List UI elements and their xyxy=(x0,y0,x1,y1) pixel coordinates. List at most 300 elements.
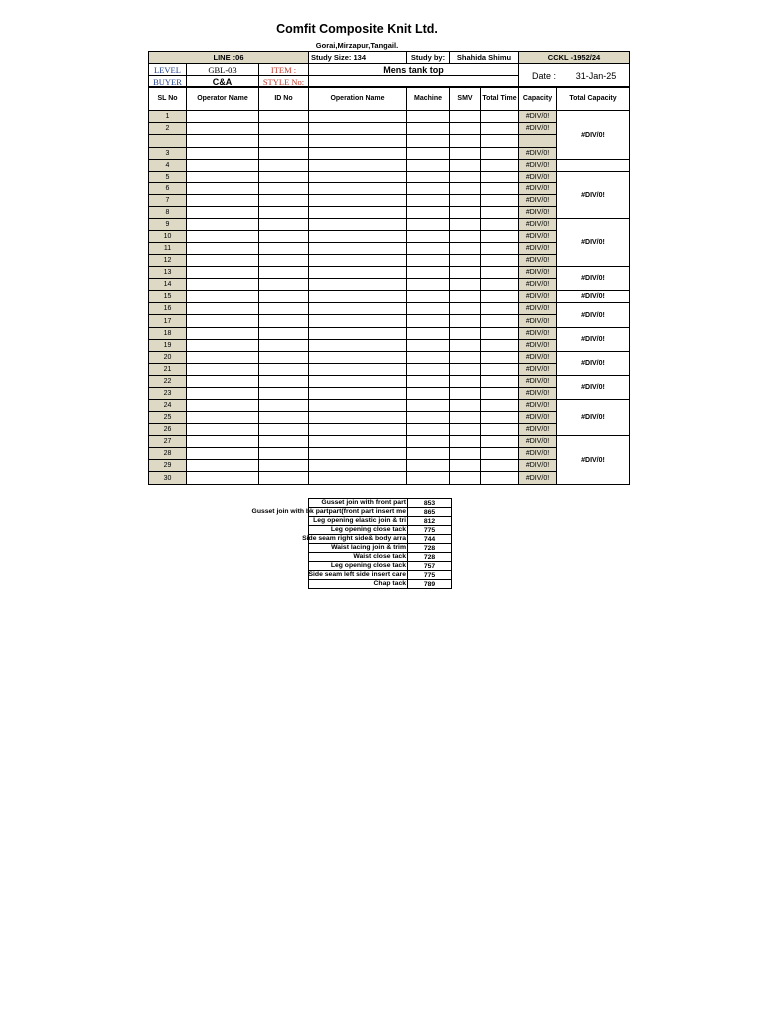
operator-name-cell[interactable] xyxy=(187,400,259,412)
line-number: LINE :06 xyxy=(149,52,309,64)
id-no-cell[interactable] xyxy=(259,148,309,160)
operator-name-cell[interactable] xyxy=(187,243,259,255)
summary-capacity-value: 789 xyxy=(407,579,452,589)
capacity-cell: #DIV/0! xyxy=(519,267,557,279)
total-time-cell[interactable] xyxy=(481,195,519,207)
operations-table xyxy=(148,86,630,485)
operator-name-cell[interactable] xyxy=(187,352,259,364)
machine-cell[interactable] xyxy=(407,160,450,172)
total-capacity-cell: #DIV/0! xyxy=(557,328,630,352)
machine-cell[interactable] xyxy=(407,183,450,195)
total-capacity-cell: #DIV/0! xyxy=(557,376,630,400)
operation-name-cell[interactable] xyxy=(309,388,407,400)
smv-cell[interactable] xyxy=(450,472,481,485)
col-capacity: Capacity xyxy=(519,87,557,111)
sl-no-cell: 1 xyxy=(149,111,187,123)
sl-no-cell: 5 xyxy=(149,172,187,183)
total-time-cell[interactable] xyxy=(481,352,519,364)
total-time-cell[interactable] xyxy=(481,243,519,255)
smv-cell[interactable] xyxy=(450,111,481,123)
machine-cell[interactable] xyxy=(407,472,450,485)
smv-cell[interactable] xyxy=(450,183,481,195)
capacity-cell: #DIV/0! xyxy=(519,460,557,472)
summary-capacity-value: 812 xyxy=(407,516,452,525)
operation-name-cell[interactable] xyxy=(309,183,407,195)
id-no-cell[interactable] xyxy=(259,111,309,123)
capacity-cell: #DIV/0! xyxy=(519,183,557,195)
operation-name-cell[interactable] xyxy=(309,267,407,279)
operator-name-cell[interactable] xyxy=(187,123,259,135)
operator-name-cell[interactable] xyxy=(187,195,259,207)
operation-name-cell[interactable] xyxy=(309,243,407,255)
id-no-cell[interactable] xyxy=(259,376,309,388)
id-no-cell[interactable] xyxy=(259,195,309,207)
machine-cell[interactable] xyxy=(407,364,450,376)
machine-cell[interactable] xyxy=(407,424,450,436)
total-time-cell[interactable] xyxy=(481,160,519,172)
smv-cell[interactable] xyxy=(450,400,481,412)
operation-name-cell[interactable] xyxy=(309,400,407,412)
id-no-cell[interactable] xyxy=(259,328,309,340)
date-cell xyxy=(519,64,630,88)
total-time-cell[interactable] xyxy=(481,148,519,160)
operator-name-cell[interactable] xyxy=(187,460,259,472)
smv-cell[interactable] xyxy=(450,279,481,291)
operator-name-cell[interactable] xyxy=(187,279,259,291)
machine-cell[interactable] xyxy=(407,448,450,460)
operation-name-cell[interactable] xyxy=(309,315,407,328)
study-by-label: Study by: xyxy=(407,52,450,64)
summary-row xyxy=(220,534,452,543)
total-time-cell[interactable] xyxy=(481,219,519,231)
total-time-cell[interactable] xyxy=(481,412,519,424)
total-time-cell[interactable] xyxy=(481,291,519,303)
operator-name-cell[interactable] xyxy=(187,267,259,279)
operator-name-cell[interactable] xyxy=(187,148,259,160)
summary-operation-label: Gusset join with bk partpart(front part insert me xyxy=(251,508,406,515)
capacity-cell: #DIV/0! xyxy=(519,111,557,123)
operation-name-cell[interactable] xyxy=(309,340,407,352)
operator-name-cell[interactable] xyxy=(187,172,259,183)
id-no-cell[interactable] xyxy=(259,255,309,267)
capacity-cell: #DIV/0! xyxy=(519,123,557,135)
buyer-label: BUYER xyxy=(149,76,187,88)
machine-cell[interactable] xyxy=(407,388,450,400)
id-no-cell[interactable] xyxy=(259,448,309,460)
operation-name-cell[interactable] xyxy=(309,448,407,460)
sl-no-cell: 3 xyxy=(149,148,187,160)
smv-cell[interactable] xyxy=(450,448,481,460)
col-total-capacity: Total Capacity xyxy=(557,87,630,111)
capacity-cell: #DIV/0! xyxy=(519,388,557,400)
smv-cell[interactable] xyxy=(450,412,481,424)
sl-no-cell: 12 xyxy=(149,255,187,267)
capacity-cell: #DIV/0! xyxy=(519,340,557,352)
machine-cell[interactable] xyxy=(407,400,450,412)
id-no-cell[interactable] xyxy=(259,412,309,424)
table-row xyxy=(149,376,630,388)
id-no-cell[interactable] xyxy=(259,267,309,279)
summary-capacity-value: 865 xyxy=(407,507,452,516)
capacity-cell: #DIV/0! xyxy=(519,279,557,291)
total-time-cell[interactable] xyxy=(481,279,519,291)
smv-cell[interactable] xyxy=(450,160,481,172)
col-operation-name: Operation Name xyxy=(309,87,407,111)
operation-name-cell[interactable] xyxy=(309,219,407,231)
id-no-cell[interactable] xyxy=(259,135,309,148)
sl-no-cell: 18 xyxy=(149,328,187,340)
machine-cell[interactable] xyxy=(407,207,450,219)
operator-name-cell[interactable] xyxy=(187,436,259,448)
capacity-cell: #DIV/0! xyxy=(519,291,557,303)
id-no-cell[interactable] xyxy=(259,472,309,485)
capacity-cell: #DIV/0! xyxy=(519,376,557,388)
machine-cell[interactable] xyxy=(407,243,450,255)
machine-cell[interactable] xyxy=(407,148,450,160)
capacity-cell xyxy=(519,135,557,148)
id-no-cell[interactable] xyxy=(259,424,309,436)
table-row xyxy=(149,219,630,231)
summary-row xyxy=(220,507,452,516)
operator-name-cell[interactable] xyxy=(187,424,259,436)
id-no-cell[interactable] xyxy=(259,364,309,376)
summary-capacity-value: 757 xyxy=(407,561,452,570)
capacity-cell: #DIV/0! xyxy=(519,448,557,460)
operator-name-cell[interactable] xyxy=(187,231,259,243)
summary-operation-label: Leg opening close tack xyxy=(330,562,406,569)
table-row xyxy=(149,436,630,448)
smv-cell[interactable] xyxy=(450,207,481,219)
total-capacity-cell xyxy=(557,160,630,172)
operator-name-cell[interactable] xyxy=(187,412,259,424)
operation-name-cell[interactable] xyxy=(309,111,407,123)
operator-name-cell[interactable] xyxy=(187,183,259,195)
summary-operation-label: Side seam right side& body arra xyxy=(302,535,406,542)
operator-name-cell[interactable] xyxy=(187,388,259,400)
sl-no-cell: 13 xyxy=(149,267,187,279)
sl-no-cell: 29 xyxy=(149,460,187,472)
table-row xyxy=(149,172,630,183)
operation-name-cell[interactable] xyxy=(309,472,407,485)
machine-cell[interactable] xyxy=(407,219,450,231)
operator-name-cell[interactable] xyxy=(187,160,259,172)
sl-no-cell: 9 xyxy=(149,219,187,231)
total-time-cell[interactable] xyxy=(481,400,519,412)
operator-name-cell[interactable] xyxy=(187,291,259,303)
operation-name-cell[interactable] xyxy=(309,303,407,315)
total-time-cell[interactable] xyxy=(481,315,519,328)
sl-no-cell: 30 xyxy=(149,472,187,485)
operation-name-cell[interactable] xyxy=(309,460,407,472)
summary-operation-label: Gusset join with front part xyxy=(321,499,406,506)
sl-no-cell: 14 xyxy=(149,279,187,291)
total-capacity-cell: #DIV/0! xyxy=(557,400,630,436)
total-time-cell[interactable] xyxy=(481,123,519,135)
operation-name-cell[interactable] xyxy=(309,364,407,376)
total-time-cell[interactable] xyxy=(481,111,519,123)
machine-cell[interactable] xyxy=(407,328,450,340)
capacity-cell: #DIV/0! xyxy=(519,328,557,340)
machine-cell[interactable] xyxy=(407,123,450,135)
id-no-cell[interactable] xyxy=(259,123,309,135)
col-id-no: ID No xyxy=(259,87,309,111)
id-no-cell[interactable] xyxy=(259,460,309,472)
total-capacity-cell: #DIV/0! xyxy=(557,267,630,291)
sl-no-cell: 4 xyxy=(149,160,187,172)
total-capacity-cell: #DIV/0! xyxy=(557,436,630,485)
header-table xyxy=(148,51,630,88)
id-no-cell[interactable] xyxy=(259,315,309,328)
smv-cell[interactable] xyxy=(450,243,481,255)
operation-name-cell[interactable] xyxy=(309,412,407,424)
reference-number: CCKL -1952/24 xyxy=(519,52,630,64)
total-time-cell[interactable] xyxy=(481,448,519,460)
summary-capacity-value: 744 xyxy=(407,534,452,543)
machine-cell[interactable] xyxy=(407,376,450,388)
total-time-cell[interactable] xyxy=(481,183,519,195)
operation-name-cell[interactable] xyxy=(309,352,407,364)
table-row xyxy=(149,328,630,340)
col-operator-name: Operator Name xyxy=(187,87,259,111)
operation-name-cell[interactable] xyxy=(309,436,407,448)
machine-cell[interactable] xyxy=(407,412,450,424)
summary-capacity-value: 728 xyxy=(407,552,452,561)
total-time-cell[interactable] xyxy=(481,364,519,376)
study-by-value: Shahida Shimu xyxy=(450,52,519,64)
level-value: GBL-03 xyxy=(187,64,259,76)
smv-cell[interactable] xyxy=(450,376,481,388)
total-time-cell[interactable] xyxy=(481,207,519,219)
machine-cell[interactable] xyxy=(407,303,450,315)
capacity-cell: #DIV/0! xyxy=(519,400,557,412)
total-time-cell[interactable] xyxy=(481,340,519,352)
machine-cell[interactable] xyxy=(407,436,450,448)
id-no-cell[interactable] xyxy=(259,400,309,412)
operation-name-cell[interactable] xyxy=(309,376,407,388)
operation-name-cell[interactable] xyxy=(309,135,407,148)
operator-name-cell[interactable] xyxy=(187,340,259,352)
operator-name-cell[interactable] xyxy=(187,255,259,267)
machine-cell[interactable] xyxy=(407,255,450,267)
sl-no-cell: 7 xyxy=(149,195,187,207)
sl-no-cell: 22 xyxy=(149,376,187,388)
operation-name-cell[interactable] xyxy=(309,123,407,135)
summary-row xyxy=(220,543,452,552)
col-sl-no: SL No xyxy=(149,87,187,111)
capacity-cell: #DIV/0! xyxy=(519,472,557,485)
smv-cell[interactable] xyxy=(450,123,481,135)
operation-name-cell[interactable] xyxy=(309,255,407,267)
operator-name-cell[interactable] xyxy=(187,135,259,148)
machine-cell[interactable] xyxy=(407,267,450,279)
total-time-cell[interactable] xyxy=(481,388,519,400)
col-machine: Machine xyxy=(407,87,450,111)
id-no-cell[interactable] xyxy=(259,207,309,219)
total-time-cell[interactable] xyxy=(481,231,519,243)
smv-cell[interactable] xyxy=(450,255,481,267)
operation-name-cell[interactable] xyxy=(309,172,407,183)
id-no-cell[interactable] xyxy=(259,183,309,195)
total-time-cell[interactable] xyxy=(481,303,519,315)
machine-cell[interactable] xyxy=(407,172,450,183)
operation-name-cell[interactable] xyxy=(309,279,407,291)
total-time-cell[interactable] xyxy=(481,460,519,472)
operation-name-cell[interactable] xyxy=(309,148,407,160)
buyer-value: C&A xyxy=(187,76,259,88)
operation-name-cell[interactable] xyxy=(309,207,407,219)
operator-name-cell[interactable] xyxy=(187,328,259,340)
col-total-time: Total Time xyxy=(481,87,519,111)
smv-cell[interactable] xyxy=(450,340,481,352)
total-time-cell[interactable] xyxy=(481,472,519,485)
table-row xyxy=(149,400,630,412)
smv-cell[interactable] xyxy=(450,460,481,472)
operator-name-cell[interactable] xyxy=(187,111,259,123)
machine-cell[interactable] xyxy=(407,291,450,303)
capacity-cell: #DIV/0! xyxy=(519,315,557,328)
level-label: LEVEL xyxy=(149,64,187,76)
smv-cell[interactable] xyxy=(450,172,481,183)
total-time-cell[interactable] xyxy=(481,255,519,267)
machine-cell[interactable] xyxy=(407,231,450,243)
operation-name-cell[interactable] xyxy=(309,231,407,243)
capacity-cell: #DIV/0! xyxy=(519,207,557,219)
summary-operation-label: Chap tack xyxy=(373,580,406,587)
sl-no-cell: 21 xyxy=(149,364,187,376)
operation-name-cell[interactable] xyxy=(309,328,407,340)
id-no-cell[interactable] xyxy=(259,436,309,448)
table-row xyxy=(149,291,630,303)
total-capacity-cell: #DIV/0! xyxy=(557,219,630,267)
total-time-cell[interactable] xyxy=(481,267,519,279)
summary-row xyxy=(220,525,452,534)
capacity-cell: #DIV/0! xyxy=(519,303,557,315)
operator-name-cell[interactable] xyxy=(187,472,259,485)
total-time-cell[interactable] xyxy=(481,424,519,436)
operator-name-cell[interactable] xyxy=(187,364,259,376)
operation-name-cell[interactable] xyxy=(309,160,407,172)
sl-no-cell: 11 xyxy=(149,243,187,255)
summary-row xyxy=(220,579,452,588)
smv-cell[interactable] xyxy=(450,315,481,328)
sl-no-cell: 20 xyxy=(149,352,187,364)
smv-cell[interactable] xyxy=(450,267,481,279)
col-smv: SMV xyxy=(450,87,481,111)
capacity-cell: #DIV/0! xyxy=(519,172,557,183)
total-time-cell[interactable] xyxy=(481,172,519,183)
smv-cell[interactable] xyxy=(450,424,481,436)
summary-capacity-value: 775 xyxy=(407,570,452,579)
id-no-cell[interactable] xyxy=(259,352,309,364)
capacity-cell: #DIV/0! xyxy=(519,364,557,376)
date-value: 31-Jan-25 xyxy=(575,70,617,81)
sl-no-cell: 17 xyxy=(149,315,187,328)
id-no-cell[interactable] xyxy=(259,160,309,172)
smv-cell[interactable] xyxy=(450,328,481,340)
operator-name-cell[interactable] xyxy=(187,303,259,315)
smv-cell[interactable] xyxy=(450,364,481,376)
id-no-cell[interactable] xyxy=(259,303,309,315)
operator-name-cell[interactable] xyxy=(187,219,259,231)
table-row xyxy=(149,267,630,279)
smv-cell[interactable] xyxy=(450,135,481,148)
smv-cell[interactable] xyxy=(450,291,481,303)
machine-cell[interactable] xyxy=(407,352,450,364)
id-no-cell[interactable] xyxy=(259,231,309,243)
id-no-cell[interactable] xyxy=(259,279,309,291)
summary-row xyxy=(220,552,452,561)
summary-operation-label: Waist close tack xyxy=(353,553,406,560)
total-capacity-cell: #DIV/0! xyxy=(557,291,630,303)
total-time-cell[interactable] xyxy=(481,135,519,148)
operation-name-cell[interactable] xyxy=(309,291,407,303)
capacity-cell: #DIV/0! xyxy=(519,424,557,436)
company-address: Gorai,Mirzapur,Tangail. xyxy=(315,41,399,50)
sl-no-cell: 26 xyxy=(149,424,187,436)
smv-cell[interactable] xyxy=(450,388,481,400)
sl-no-cell: 8 xyxy=(149,207,187,219)
smv-cell[interactable] xyxy=(450,195,481,207)
sl-no-cell: 19 xyxy=(149,340,187,352)
smv-cell[interactable] xyxy=(450,219,481,231)
id-no-cell[interactable] xyxy=(259,388,309,400)
sl-no-cell: 24 xyxy=(149,400,187,412)
smv-cell[interactable] xyxy=(450,436,481,448)
operator-name-cell[interactable] xyxy=(187,207,259,219)
machine-cell[interactable] xyxy=(407,195,450,207)
sl-no-cell: 15 xyxy=(149,291,187,303)
total-time-cell[interactable] xyxy=(481,376,519,388)
table-row xyxy=(149,352,630,364)
machine-cell[interactable] xyxy=(407,315,450,328)
id-no-cell[interactable] xyxy=(259,340,309,352)
machine-cell[interactable] xyxy=(407,111,450,123)
total-capacity-cell: #DIV/0! xyxy=(557,303,630,328)
capacity-cell: #DIV/0! xyxy=(519,436,557,448)
id-no-cell[interactable] xyxy=(259,172,309,183)
machine-cell[interactable] xyxy=(407,135,450,148)
operation-name-cell[interactable] xyxy=(309,424,407,436)
machine-cell[interactable] xyxy=(407,279,450,291)
machine-cell[interactable] xyxy=(407,460,450,472)
sl-no-cell: 2 xyxy=(149,123,187,135)
capacity-cell: #DIV/0! xyxy=(519,255,557,267)
capacity-cell: #DIV/0! xyxy=(519,352,557,364)
operation-name-cell[interactable] xyxy=(309,195,407,207)
total-time-cell[interactable] xyxy=(481,436,519,448)
smv-cell[interactable] xyxy=(450,231,481,243)
operator-name-cell[interactable] xyxy=(187,376,259,388)
item-value: Mens tank top xyxy=(309,64,519,76)
id-no-cell[interactable] xyxy=(259,243,309,255)
capacity-cell: #DIV/0! xyxy=(519,243,557,255)
id-no-cell[interactable] xyxy=(259,219,309,231)
operator-name-cell[interactable] xyxy=(187,448,259,460)
summary-operation-label: Leg opening close tack xyxy=(330,526,406,533)
smv-cell[interactable] xyxy=(450,148,481,160)
smv-cell[interactable] xyxy=(450,352,481,364)
sl-no-cell: 6 xyxy=(149,183,187,195)
table-row xyxy=(149,111,630,123)
id-no-cell[interactable] xyxy=(259,291,309,303)
operator-name-cell[interactable] xyxy=(187,315,259,328)
table-row xyxy=(149,303,630,315)
total-time-cell[interactable] xyxy=(481,328,519,340)
total-capacity-cell: #DIV/0! xyxy=(557,111,630,160)
smv-cell[interactable] xyxy=(450,303,481,315)
machine-cell[interactable] xyxy=(407,340,450,352)
sl-no-cell: 27 xyxy=(149,436,187,448)
